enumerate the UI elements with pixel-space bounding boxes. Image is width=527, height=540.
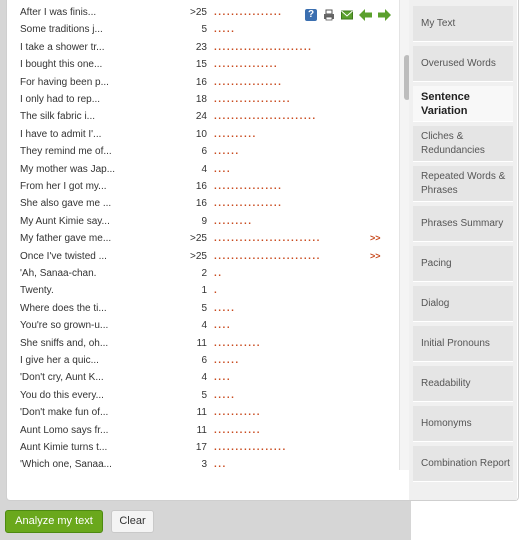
sentence-row[interactable] — [7, 335, 397, 352]
word-count: 2 — [201, 268, 207, 279]
word-count: 5 — [201, 302, 207, 314]
menu-item-label: Sentence Variation — [421, 90, 470, 117]
analyze-button[interactable]: Analyze my text — [5, 510, 103, 533]
sentence-snippet[interactable]: Aunt Lomo says fr... — [20, 424, 109, 436]
word-count: 9 — [201, 215, 207, 227]
sentence-snippet[interactable]: I take a shower tr... — [20, 41, 105, 53]
menu-item-label: Repeated Words & Phrases — [421, 170, 506, 196]
sentence-snippet[interactable]: You do this every... — [20, 389, 104, 401]
word-count: 4 — [201, 320, 207, 332]
sentence-snippet[interactable]: I have to admit I'... — [20, 128, 102, 140]
sentence-snippet[interactable]: Twenty. — [20, 285, 54, 297]
forward-arrow-icon[interactable] — [377, 9, 389, 21]
menu-item-readability[interactable] — [413, 366, 513, 402]
report-menu — [409, 0, 517, 500]
sentence-row[interactable] — [7, 387, 397, 404]
sentence-snippet[interactable]: Some traditions j... — [20, 24, 103, 36]
menu-item-my-text[interactable] — [413, 6, 513, 42]
word-count: 11 — [196, 337, 207, 349]
sentence-row[interactable] — [7, 265, 397, 282]
sentence-row[interactable] — [7, 21, 397, 38]
sentence-row[interactable] — [7, 178, 397, 195]
sentence-row[interactable] — [7, 143, 397, 160]
length-dot-bar: ..... — [214, 389, 236, 401]
sentence-snippet[interactable]: For having been p... — [20, 76, 109, 88]
sentence-row[interactable] — [7, 74, 397, 91]
length-dot-bar: ....................... — [214, 41, 313, 53]
word-count: 6 — [201, 146, 207, 158]
word-count: 6 — [201, 355, 207, 366]
length-dot-bar: .................. — [214, 94, 292, 105]
sentence-snippet[interactable]: Once I've twisted ... — [20, 250, 107, 262]
menu-item-sentence-variation[interactable] — [413, 86, 513, 122]
sentence-snippet[interactable]: My mother was Jap... — [20, 163, 116, 175]
menu-item-repeated-words-phrases[interactable] — [413, 166, 513, 202]
sentence-snippet[interactable]: 'Don't cry, Aunt K... — [20, 372, 104, 384]
length-dot-bar: ............... — [214, 59, 279, 71]
menu-item-label: Initial Pronouns — [421, 337, 490, 349]
menu-item-label: Combination Report — [421, 457, 510, 469]
sentence-snippet[interactable]: Where does the ti... — [20, 302, 107, 314]
menu-item-label: Phrases Summary — [421, 217, 504, 229]
menu-item-overused-words[interactable] — [413, 46, 513, 82]
sentence-row[interactable] — [7, 422, 397, 439]
report-toolbar — [305, 9, 395, 21]
length-dot-bar: ..... — [214, 24, 236, 36]
sentence-row[interactable] — [7, 161, 397, 178]
length-dot-bar: . — [214, 285, 219, 297]
word-count: 15 — [195, 59, 207, 71]
word-count: 16 — [195, 181, 207, 192]
sentence-snippet[interactable]: The silk fabric i... — [20, 111, 96, 123]
sentence-snippet[interactable]: I bought this one... — [20, 59, 103, 71]
sentence-row[interactable] — [7, 282, 397, 299]
length-dot-bar: ................ — [214, 7, 283, 18]
length-dot-bar: ......... — [214, 215, 253, 227]
sentence-snippet[interactable]: My Aunt Kimie say... — [20, 215, 110, 227]
sentence-row[interactable] — [7, 39, 397, 56]
word-count: 11 — [196, 407, 207, 419]
menu-item-dialog[interactable] — [413, 286, 513, 322]
sentence-snippet[interactable]: I give her a quic... — [20, 355, 99, 366]
back-arrow-icon[interactable] — [359, 9, 371, 21]
sentence-snippet[interactable]: Aunt Kimie turns t... — [20, 442, 108, 453]
word-count: 24 — [195, 111, 207, 123]
word-count: 3 — [201, 459, 207, 470]
word-count: 16 — [195, 76, 207, 88]
menu-item-label: Readability — [421, 377, 471, 389]
sentence-snippet[interactable]: You're so grown-u... — [20, 320, 109, 332]
length-dot-bar: ..... — [214, 302, 236, 314]
word-count: 17 — [195, 442, 207, 453]
sentence-snippet[interactable]: 'Don't make fun of... — [20, 407, 109, 419]
length-dot-bar: ...... — [214, 146, 240, 158]
sentence-snippet[interactable]: 'Ah, Sanaa-chan. — [20, 268, 97, 279]
sentence-snippet[interactable]: From her I got my... — [20, 181, 107, 192]
word-count: 10 — [195, 128, 207, 140]
overflow-marker: >> — [370, 233, 381, 244]
length-dot-bar: ........... — [214, 407, 262, 419]
word-count: 4 — [201, 372, 207, 384]
sentence-row[interactable] — [7, 195, 397, 212]
menu-item-label: Homonyms — [421, 417, 472, 429]
sentence-snippet[interactable]: After I was finis... — [20, 7, 97, 18]
menu-item-combination-report[interactable] — [413, 446, 513, 482]
print-icon[interactable] — [323, 9, 335, 21]
menu-item-pacing[interactable] — [413, 246, 513, 282]
sentence-row[interactable] — [7, 404, 397, 421]
length-dot-bar: ... — [214, 459, 227, 470]
sentence-snippet[interactable]: They remind me of... — [20, 146, 112, 158]
word-count: 4 — [201, 163, 207, 175]
length-dot-bar: ................ — [214, 198, 283, 210]
sentence-row[interactable] — [7, 91, 397, 108]
menu-item-initial-pronouns[interactable] — [413, 326, 513, 362]
word-count: 5 — [201, 24, 207, 36]
word-count: 5 — [201, 389, 207, 401]
word-count: 16 — [195, 198, 207, 210]
length-dot-bar: ................ — [214, 181, 283, 192]
length-dot-bar: ......................... — [214, 250, 321, 262]
length-dot-bar: ................ — [214, 76, 283, 88]
menu-item-label: Pacing — [421, 257, 452, 269]
sentence-snippet[interactable]: 'Which one, Sanaa... — [20, 459, 112, 470]
length-dot-bar: .. — [214, 268, 223, 279]
length-dot-bar: ........... — [214, 424, 262, 436]
sentence-snippet[interactable]: She sniffs and, oh... — [20, 337, 109, 349]
sentence-snippet[interactable]: She also gave me ... — [20, 198, 112, 210]
word-count: >25 — [190, 233, 207, 245]
sentence-row[interactable] — [7, 456, 397, 470]
sentence-row[interactable] — [7, 108, 397, 125]
menu-item-cliches-redundancies[interactable] — [413, 126, 513, 162]
menu-item-label: Dialog — [421, 297, 450, 309]
sentence-row[interactable] — [7, 317, 397, 334]
menu-item-label: Overused Words — [421, 57, 496, 69]
sentence-row[interactable] — [7, 248, 397, 265]
length-dot-bar: ................. — [214, 442, 287, 453]
word-count: 23 — [195, 41, 207, 53]
word-count: 11 — [196, 424, 207, 436]
menu-item-label: Cliches & Redundancies — [421, 130, 485, 156]
sentence-snippet[interactable]: I only had to rep... — [20, 94, 101, 105]
sentence-row[interactable] — [7, 230, 397, 247]
menu-item-homonyms[interactable] — [413, 406, 513, 442]
sentence-row[interactable] — [7, 352, 397, 369]
length-dot-bar: .... — [214, 163, 232, 175]
length-dot-bar: ......................... — [214, 233, 321, 245]
word-count: >25 — [190, 7, 207, 18]
length-dot-bar: ...... — [214, 355, 240, 366]
length-dot-bar: .... — [214, 320, 232, 332]
sentence-row[interactable] — [7, 439, 397, 456]
help-icon[interactable]: ? — [305, 9, 317, 21]
sentence-list — [7, 0, 397, 470]
sentence-row[interactable] — [7, 300, 397, 317]
length-dot-bar: ........... — [214, 337, 262, 349]
length-dot-bar: ........................ — [214, 111, 317, 123]
sentence-row[interactable] — [7, 213, 397, 230]
clear-button[interactable]: Clear — [111, 510, 154, 533]
sentence-row[interactable] — [7, 126, 397, 143]
menu-item-label: My Text — [421, 17, 456, 29]
sentence-snippet[interactable]: My father gave me... — [20, 233, 112, 245]
overflow-marker: >> — [370, 250, 381, 261]
sentence-row[interactable] — [7, 56, 397, 73]
menu-item-phrases-summary[interactable] — [413, 206, 513, 242]
word-count: 18 — [195, 94, 207, 105]
word-count: 1 — [201, 285, 207, 297]
email-icon[interactable] — [341, 9, 353, 21]
sentence-row[interactable] — [7, 369, 397, 386]
length-dot-bar: .... — [214, 372, 232, 384]
length-dot-bar: .......... — [214, 128, 257, 140]
word-count: >25 — [190, 250, 207, 262]
